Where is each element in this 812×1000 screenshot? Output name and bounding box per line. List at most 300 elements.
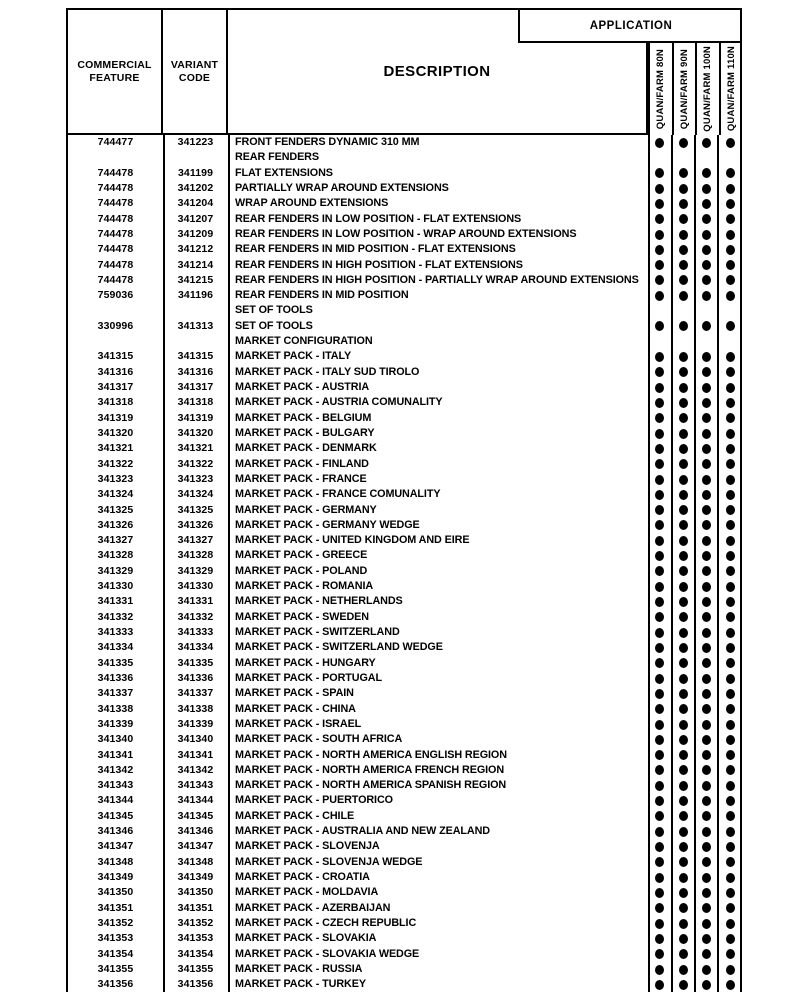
applicable-dot-icon (726, 230, 735, 240)
table-row (68, 564, 740, 579)
application-mark-cell-3 (695, 503, 719, 518)
cell-variant-code (163, 334, 228, 349)
applicable-dot-icon (679, 429, 688, 439)
application-mark-cell-3 (695, 303, 719, 318)
application-mark-cell-3 (695, 242, 719, 257)
applicable-dot-icon (655, 321, 664, 331)
application-mark-cell-4 (719, 885, 743, 900)
application-mark-cell-4 (719, 839, 743, 854)
applicable-dot-icon (702, 796, 711, 806)
cell-application-marks (648, 288, 742, 303)
application-mark-cell-3 (695, 901, 719, 916)
applicable-dot-icon (655, 138, 664, 148)
cell-application-marks (648, 656, 742, 671)
cell-application-marks (648, 732, 742, 747)
cell-variant-code: 341317 (177, 381, 214, 393)
application-mark-cell-3 (695, 196, 719, 211)
cell-variant-code: 341327 (177, 534, 214, 547)
applicable-dot-icon (702, 367, 711, 377)
cell-description: MARKET PACK - BULGARY (235, 426, 375, 439)
cell-commercial-feature: 341343 (97, 779, 134, 792)
applicable-dot-icon (726, 184, 735, 194)
application-mark-cell-2 (672, 793, 696, 808)
applicable-dot-icon (679, 597, 688, 607)
cell-application-marks (648, 793, 742, 808)
cell-commercial-feature: 341340 (97, 733, 134, 746)
cell-variant-code: 341207 (177, 212, 214, 225)
cell-variant-code: 341340 (177, 733, 214, 746)
applicable-dot-icon (679, 551, 688, 561)
cell-variant-code: 341337 (177, 687, 214, 700)
cell-variant-code: 341318 (177, 396, 214, 409)
application-mark-cell-1 (648, 931, 672, 946)
cell-application-marks (648, 855, 742, 870)
applicable-dot-icon (655, 827, 664, 837)
cell-commercial-feature: 341317 (97, 381, 134, 393)
application-mark-cell-2 (672, 212, 696, 227)
application-mark-cell-1 (648, 227, 672, 242)
applicable-dot-icon (726, 245, 735, 255)
cell-commercial-feature: 341322 (97, 457, 134, 470)
applicable-dot-icon (655, 965, 664, 975)
application-mark-cell-1 (648, 855, 672, 870)
application-mark-cell-2 (672, 227, 696, 242)
application-mark-cell-1 (648, 457, 672, 472)
cell-application-marks (648, 503, 742, 518)
applicable-dot-icon (726, 827, 735, 837)
application-mark-cell-4 (719, 579, 743, 594)
applicable-dot-icon (655, 398, 664, 408)
applicable-dot-icon (655, 796, 664, 806)
cell-description: MARKET PACK - AUSTRALIA AND NEW ZEALAND (235, 825, 491, 838)
cell-application-marks (648, 671, 742, 686)
cell-description: FLAT EXTENSIONS (235, 166, 333, 179)
application-mark-cell-3 (695, 931, 719, 946)
application-mark-cell-2 (672, 472, 696, 487)
applicable-dot-icon (679, 720, 688, 730)
cell-variant-code: 341355 (177, 962, 214, 975)
cell-commercial-feature: 341351 (97, 901, 134, 914)
applicable-dot-icon (655, 230, 664, 240)
applicable-dot-icon (702, 138, 711, 148)
cell-variant-code: 341347 (177, 840, 214, 853)
cell-commercial-feature (68, 334, 163, 349)
application-column-label: QUAN/FARM 90N (678, 48, 690, 130)
application-mark-cell-1 (648, 625, 672, 640)
application-column-label: QUAN/FARM 100N (702, 46, 714, 132)
application-mark-cell-1 (648, 150, 672, 165)
cell-description: MARKET PACK - GREECE (235, 549, 368, 562)
cell-application-marks (648, 839, 742, 854)
cell-variant-code: 341343 (177, 779, 214, 792)
application-mark-cell-1 (648, 441, 672, 456)
applicable-dot-icon (655, 352, 664, 362)
application-mark-cell-3 (695, 380, 719, 395)
applicable-dot-icon (702, 903, 711, 913)
cell-variant-code (163, 150, 228, 165)
application-mark-cell-3 (695, 594, 719, 609)
cell-commercial-feature: 341319 (97, 411, 134, 424)
applicable-dot-icon (655, 566, 664, 576)
application-mark-cell-1 (648, 380, 672, 395)
application-mark-cell-1 (648, 839, 672, 854)
table-row (68, 518, 740, 533)
application-mark-cell-4 (719, 763, 743, 778)
cell-commercial-feature: 744478 (97, 166, 134, 179)
table-row (68, 793, 740, 808)
application-mark-cell-1 (648, 166, 672, 181)
application-mark-cell-4 (719, 334, 743, 349)
applicable-dot-icon (702, 260, 711, 270)
applicable-dot-icon (679, 321, 688, 331)
cell-variant-code: 341338 (177, 702, 214, 715)
cell-description: MARKET PACK - FRANCE (235, 472, 367, 485)
application-mark-cell-2 (672, 732, 696, 747)
application-mark-cell-4 (719, 258, 743, 273)
table-row (68, 656, 740, 671)
application-mark-cell-4 (719, 411, 743, 426)
applicable-dot-icon (702, 980, 711, 990)
application-mark-cell-1 (648, 870, 672, 885)
cell-application-marks (648, 380, 742, 395)
applicable-dot-icon (655, 199, 664, 209)
application-mark-cell-1 (648, 472, 672, 487)
applicable-dot-icon (726, 566, 735, 576)
application-column-label: QUAN/FARM 110N (725, 46, 737, 132)
application-mark-cell-3 (695, 334, 719, 349)
application-mark-cell-1 (648, 656, 672, 671)
cell-description: MARKET PACK - NORTH AMERICA FRENCH REGION (235, 763, 505, 776)
variant-code-line2: CODE (178, 71, 211, 84)
cell-commercial-feature: 744478 (97, 227, 134, 240)
not-applicable-blank (702, 153, 711, 163)
applicable-dot-icon (726, 811, 735, 821)
cell-commercial-feature: 341331 (97, 595, 134, 608)
application-mark-cell-4 (719, 503, 743, 518)
table-row (68, 533, 740, 548)
application-mark-cell-3 (695, 288, 719, 303)
cell-variant-code: 341351 (177, 901, 214, 914)
application-mark-cell-3 (695, 441, 719, 456)
table-row (68, 824, 740, 839)
table-row (68, 947, 740, 962)
applicable-dot-icon (655, 765, 664, 775)
application-mark-cell-2 (672, 824, 696, 839)
cell-variant-code: 341336 (177, 671, 214, 684)
application-mark-cell-2 (672, 656, 696, 671)
applicable-dot-icon (726, 612, 735, 622)
applicable-dot-icon (655, 643, 664, 653)
application-mark-cell-3 (695, 962, 719, 977)
applicable-dot-icon (655, 597, 664, 607)
applicable-dot-icon (679, 199, 688, 209)
application-mark-cell-3 (695, 732, 719, 747)
cell-description: MARKET PACK - POLAND (235, 564, 368, 577)
cell-application-marks (648, 457, 742, 472)
application-mark-cell-2 (672, 395, 696, 410)
table-row (68, 181, 740, 196)
cell-description: MARKET PACK - FINLAND (235, 457, 369, 470)
description-label: DESCRIPTION (383, 63, 491, 80)
applicable-dot-icon (655, 919, 664, 929)
application-mark-cell-3 (695, 686, 719, 701)
application-mark-cell-1 (648, 824, 672, 839)
cell-application-marks (648, 395, 742, 410)
application-mark-cell-4 (719, 625, 743, 640)
application-mark-cell-1 (648, 809, 672, 824)
cell-variant-code: 341329 (177, 564, 214, 577)
application-mark-cell-4 (719, 380, 743, 395)
application-mark-cell-2 (672, 763, 696, 778)
cell-application-marks (648, 916, 742, 931)
cell-application-marks (648, 533, 742, 548)
applicable-dot-icon (726, 260, 735, 270)
application-mark-cell-4 (719, 242, 743, 257)
application-mark-cell-1 (648, 349, 672, 364)
applicable-dot-icon (679, 919, 688, 929)
cell-description: MARKET PACK - SWEDEN (235, 610, 369, 623)
applicable-dot-icon (679, 138, 688, 148)
applicable-dot-icon (726, 781, 735, 791)
cell-commercial-feature: 341341 (97, 748, 134, 761)
application-mark-cell-1 (648, 579, 672, 594)
applicable-dot-icon (679, 367, 688, 377)
cell-variant-code: 341209 (177, 227, 214, 240)
applicable-dot-icon (702, 398, 711, 408)
cell-commercial-feature: 341336 (97, 671, 134, 684)
applicable-dot-icon (702, 949, 711, 959)
applicable-dot-icon (679, 689, 688, 699)
applicable-dot-icon (655, 980, 664, 990)
applicable-dot-icon (655, 658, 664, 668)
applicable-dot-icon (655, 628, 664, 638)
applicable-dot-icon (726, 735, 735, 745)
cell-application-marks (648, 579, 742, 594)
table-row (68, 977, 740, 992)
application-mark-cell-4 (719, 947, 743, 962)
applicable-dot-icon (726, 490, 735, 500)
applicable-dot-icon (726, 321, 735, 331)
cell-variant-code: 341345 (177, 809, 214, 822)
applicable-dot-icon (679, 184, 688, 194)
applicable-dot-icon (702, 520, 711, 530)
application-mark-cell-2 (672, 487, 696, 502)
applicable-dot-icon (679, 765, 688, 775)
applicable-dot-icon (702, 184, 711, 194)
application-mark-cell-4 (719, 166, 743, 181)
application-mark-cell-3 (695, 702, 719, 717)
application-mark-cell-2 (672, 962, 696, 977)
applicable-dot-icon (702, 383, 711, 393)
application-mark-cell-4 (719, 809, 743, 824)
cell-commercial-feature: 341315 (97, 350, 134, 363)
application-mark-cell-3 (695, 273, 719, 288)
table-row (68, 962, 740, 977)
application-mark-cell-2 (672, 947, 696, 962)
applicable-dot-icon (655, 934, 664, 944)
cell-description: MARKET PACK - NORTH AMERICA SPANISH REGION (235, 779, 507, 792)
not-applicable-blank (726, 337, 735, 347)
application-mark-cell-3 (695, 518, 719, 533)
application-mark-cell-3 (695, 411, 719, 426)
application-mark-cell-3 (695, 656, 719, 671)
application-mark-cell-4 (719, 702, 743, 717)
applicable-dot-icon (726, 796, 735, 806)
applicable-dot-icon (702, 275, 711, 285)
applicable-dot-icon (702, 827, 711, 837)
section-header-row (68, 303, 740, 318)
applicable-dot-icon (655, 367, 664, 377)
applicable-dot-icon (655, 291, 664, 301)
applicable-dot-icon (726, 888, 735, 898)
application-mark-cell-4 (719, 732, 743, 747)
cell-commercial-feature: 341316 (97, 365, 134, 378)
application-mark-cell-3 (695, 548, 719, 563)
applicable-dot-icon (726, 689, 735, 699)
applicable-dot-icon (679, 888, 688, 898)
application-mark-cell-4 (719, 487, 743, 502)
applicable-dot-icon (702, 888, 711, 898)
application-mark-cell-2 (672, 365, 696, 380)
applicable-dot-icon (655, 949, 664, 959)
application-mark-cell-2 (672, 303, 696, 318)
application-mark-cell-2 (672, 686, 696, 701)
application-mark-cell-1 (648, 962, 672, 977)
application-column-header-4 (719, 43, 743, 135)
cell-description: MARKET PACK - PUERTORICO (235, 794, 393, 807)
applicable-dot-icon (702, 704, 711, 714)
applicable-dot-icon (702, 628, 711, 638)
applicable-dot-icon (726, 367, 735, 377)
application-mark-cell-4 (719, 824, 743, 839)
applicable-dot-icon (726, 168, 735, 178)
applicable-dot-icon (679, 704, 688, 714)
applicable-dot-icon (726, 643, 735, 653)
applicable-dot-icon (655, 520, 664, 530)
application-mark-cell-4 (719, 150, 743, 165)
cell-variant-code: 341350 (177, 886, 214, 899)
application-mark-cell-4 (719, 717, 743, 732)
not-applicable-blank (679, 306, 688, 316)
cell-description: MARKET PACK - MOLDAVIA (235, 886, 379, 899)
cell-application-marks (648, 426, 742, 441)
cell-description: MARKET PACK - TURKEY (235, 978, 366, 991)
applicable-dot-icon (679, 903, 688, 913)
cell-application-marks (648, 135, 742, 150)
applicable-dot-icon (726, 291, 735, 301)
cell-commercial-feature: 744478 (97, 258, 134, 271)
application-mark-cell-1 (648, 793, 672, 808)
cell-application-marks (648, 441, 742, 456)
cell-application-marks (648, 181, 742, 196)
application-mark-cell-2 (672, 717, 696, 732)
application-mark-cell-2 (672, 411, 696, 426)
table-row (68, 702, 740, 717)
applicable-dot-icon (702, 413, 711, 423)
applicable-dot-icon (702, 245, 711, 255)
applicable-dot-icon (679, 444, 688, 454)
table-row-list (68, 135, 740, 992)
application-column-header-2 (672, 43, 696, 135)
applicable-dot-icon (702, 643, 711, 653)
application-mark-cell-3 (695, 533, 719, 548)
applicable-dot-icon (702, 429, 711, 439)
cell-variant-code (163, 303, 228, 318)
cell-commercial-feature: 341353 (97, 932, 134, 945)
application-mark-cell-2 (672, 778, 696, 793)
applicable-dot-icon (726, 965, 735, 975)
application-column-header-3 (695, 43, 719, 135)
table-row (68, 135, 740, 150)
cell-description: REAR FENDERS IN LOW POSITION - WRAP AROUND EXTENSIONS (235, 227, 577, 240)
cell-commercial-feature: 341344 (97, 794, 134, 807)
applicable-dot-icon (679, 275, 688, 285)
application-mark-cell-2 (672, 150, 696, 165)
cell-application-marks (648, 564, 742, 579)
application-mark-cell-2 (672, 671, 696, 686)
applicable-dot-icon (702, 720, 711, 730)
cell-application-marks (648, 365, 742, 380)
cell-description: MARKET CONFIGURATION (235, 335, 373, 348)
application-mark-cell-1 (648, 610, 672, 625)
applicable-dot-icon (702, 842, 711, 852)
application-mark-cell-2 (672, 288, 696, 303)
application-mark-cell-2 (672, 579, 696, 594)
application-mark-cell-4 (719, 288, 743, 303)
application-mark-cell-4 (719, 610, 743, 625)
cell-description: MARKET PACK - DENMARK (235, 442, 377, 455)
cell-variant-code: 341330 (177, 580, 214, 593)
applicable-dot-icon (655, 429, 664, 439)
cell-variant-code: 341346 (177, 825, 214, 838)
applicable-dot-icon (655, 612, 664, 622)
table-row (68, 901, 740, 916)
applicable-dot-icon (702, 475, 711, 485)
table-row (68, 503, 740, 518)
application-mark-cell-1 (648, 212, 672, 227)
applicable-dot-icon (679, 582, 688, 592)
cell-commercial-feature: 341348 (97, 855, 134, 868)
table-row (68, 778, 740, 793)
cell-variant-code: 341324 (177, 488, 214, 501)
cell-commercial-feature: 341333 (97, 626, 134, 638)
cell-description: MARKET PACK - UNITED KINGDOM AND EIRE (235, 534, 470, 547)
cell-commercial-feature: 341346 (97, 825, 134, 838)
applicable-dot-icon (679, 352, 688, 362)
table-row (68, 426, 740, 441)
application-mark-cell-1 (648, 947, 672, 962)
cell-commercial-feature: 341321 (97, 442, 134, 455)
applicable-dot-icon (726, 750, 735, 760)
application-mark-cell-1 (648, 548, 672, 563)
application-mark-cell-4 (719, 273, 743, 288)
application-mark-cell-3 (695, 349, 719, 364)
application-mark-cell-1 (648, 594, 672, 609)
applicable-dot-icon (726, 857, 735, 867)
cell-variant-code: 341339 (177, 717, 214, 730)
applicable-dot-icon (726, 275, 735, 285)
applicable-dot-icon (679, 612, 688, 622)
application-mark-cell-2 (672, 518, 696, 533)
application-mark-cell-4 (719, 793, 743, 808)
applicable-dot-icon (702, 781, 711, 791)
cell-application-marks (648, 472, 742, 487)
cell-description: REAR FENDERS IN MID POSITION - FLAT EXTENSIONS (235, 243, 516, 256)
application-column-header-1 (648, 43, 672, 135)
not-applicable-blank (702, 337, 711, 347)
applicable-dot-icon (702, 566, 711, 576)
application-mark-cell-4 (719, 196, 743, 211)
